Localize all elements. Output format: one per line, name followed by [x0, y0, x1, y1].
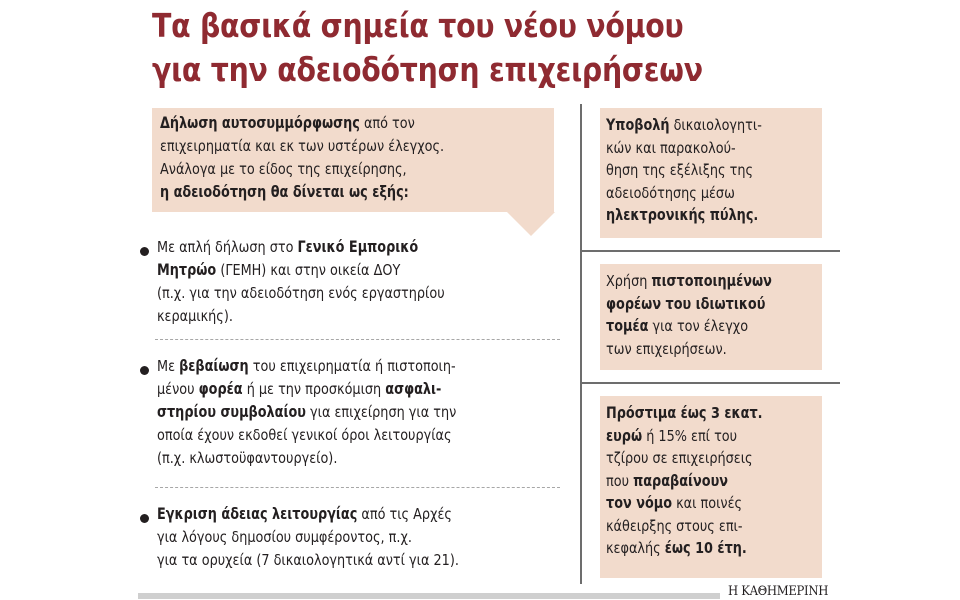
text: θηση της εξέλιξης της [606, 161, 753, 179]
column-divider [580, 104, 582, 584]
text: για επιχείρηση για την [305, 403, 457, 421]
text: και ποινές [672, 494, 743, 512]
text: των επιχειρήσεων. [606, 339, 727, 358]
bold-text: Υποβολή [606, 116, 670, 134]
bold-text: ευρώ [606, 426, 643, 445]
text: (π.χ. για την αδειοδότηση ενός εργαστηρίου [157, 284, 445, 302]
side-box-portal [600, 108, 822, 238]
text: (π.χ. κλωστοϋφαντουργείο). [157, 449, 338, 467]
intro-line-2: επιχειρηματία και εκ των υστέρων έλεγχος. [160, 137, 445, 155]
bold-text: ηλεκτρονικής πύλης. [606, 206, 759, 224]
text: κεραμικής). [157, 307, 233, 325]
callout-pointer [507, 212, 555, 236]
bold-text: Πρόστιμα έως 3 εκατ. [606, 404, 763, 422]
intro-text-1: από τον [359, 114, 415, 132]
bold-text: φορέων του ιδιωτικού [606, 294, 766, 313]
bold-text: Γενικό Εμπορικό [297, 238, 419, 256]
bold-text: Εγκριση άδειας λειτουργίας [157, 505, 358, 523]
bold-text: τον νόμο [606, 494, 673, 512]
text: κεφαλής [606, 539, 665, 557]
text: μένου [157, 380, 199, 398]
title-line-1: Τα βασικά σημεία του νέου νόμου [152, 6, 684, 45]
bold-text: τομέα [606, 317, 649, 335]
text: οποία έχουν εκδοθεί γενικοί όροι λειτουργίας [157, 426, 452, 444]
bullet-icon [140, 247, 149, 256]
text: ή με την προσκόμιση [242, 380, 386, 398]
bold-text: βεβαίωση [179, 357, 249, 375]
text: για τα ορυχεία (7 δικαιολογητικά αντί για 21). [157, 551, 459, 569]
bold-text: παραβαίνουν [633, 471, 728, 490]
text: για τον έλεγχο [648, 317, 749, 335]
text: που [606, 471, 634, 490]
text: του επιχειρηματία ή πιστοποιη- [248, 357, 456, 375]
text: τζίρου σε επιχειρήσεις [606, 449, 753, 467]
bold-text: στηρίου συμβολαίου [157, 403, 306, 421]
footer-bar [138, 593, 720, 599]
text: κών και παρακολού- [606, 138, 736, 157]
infographic-title [152, 4, 771, 92]
dashed-divider [155, 339, 560, 340]
bullet-icon [140, 366, 149, 375]
publisher-logo: Η ΚΑΘΗΜΕΡΙΝΗ [728, 584, 829, 599]
text: Χρήση [606, 272, 652, 290]
bold-text: ασφαλι- [385, 380, 442, 398]
bold-text: έως 10 έτη. [664, 539, 747, 557]
text: για λόγους δημοσίου συμφέροντος, π.χ. [157, 528, 412, 546]
title-line-2: για την αδειοδότηση επιχειρήσεων [152, 50, 703, 89]
dashed-divider [155, 487, 560, 488]
intro-line-3: Ανάλογα με το είδος της επιχείρησης, [160, 160, 407, 178]
section-divider [580, 250, 840, 252]
text: από τις Αρχές [357, 505, 452, 523]
intro-callout [152, 108, 554, 212]
bullet-icon [140, 514, 149, 523]
side-box-certified-bodies [600, 264, 822, 370]
bold-text: Μητρώο [157, 261, 217, 279]
section-divider [580, 382, 840, 384]
intro-line-4: η αδειοδότηση θα δίνεται ως εξής: [160, 183, 409, 201]
intro-bold: Δήλωση αυτοσυμμόρφωσης [160, 114, 360, 132]
text: ή 15% επί του [642, 426, 738, 445]
text: Με [157, 357, 180, 375]
bold-text: φορέα [198, 380, 243, 398]
text: (ΓΕΜΗ) και στην οικεία ΔΟΥ [216, 261, 401, 279]
intro-text [160, 112, 522, 204]
text: αδειοδότησης μέσω [606, 183, 735, 202]
text: κάθειρξης στους επι- [606, 516, 743, 535]
text: Με απλή δήλωση στο [157, 238, 298, 256]
text: δικαιολογητι- [669, 116, 762, 134]
side-box-penalties [600, 396, 822, 578]
bold-text: πιστοποιημένων [651, 272, 772, 290]
